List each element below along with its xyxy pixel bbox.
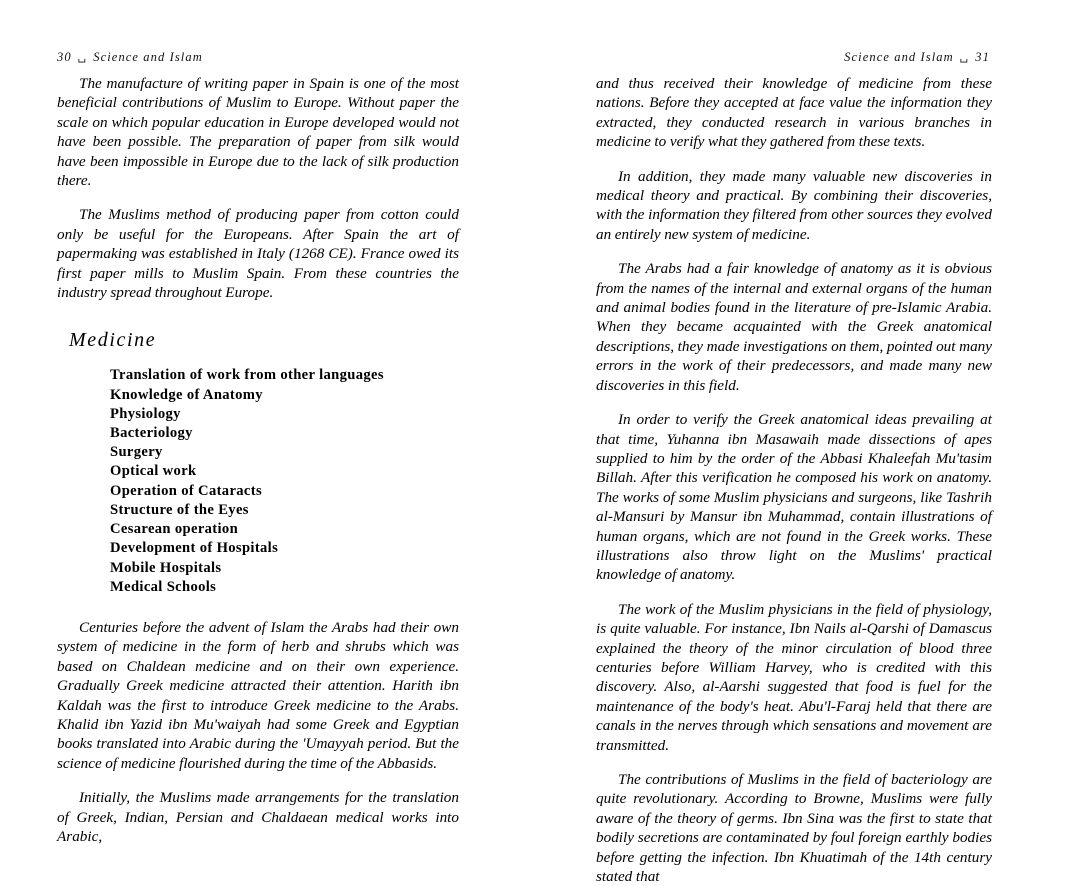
paragraph: The Muslims method of producing paper from cotton could only be useful for the Europeans. After Spain the art of papermaking was established in Italy (1268 CE). France owed its first paper mills to Muslim Spain. From these countries the industry spread throughout Europe. (57, 206, 459, 302)
paragraph: In order to verify the Greek anatomical ideas prevailing at that time, Yuhanna ibn Masawaih made dissections of apes supplied to him by the order of the Abbasi Khaleefah Mu'tasim Billah. After this verification he composed his work on anatomy. The works of some Muslim physicians and surgeons, like Tashrih al-Mansuri by Mansur ibn Muhammad, contain illustrations of human organs, which are not found in the Greek works. These illustrations also throw light on the Muslims' practical knowledge of anatomy. (596, 411, 992, 584)
section-heading-medicine: Medicine (69, 329, 157, 352)
list-item: Optical work (110, 463, 197, 480)
left-column (57, 74, 459, 846)
paragraph: In addition, they made many valuable new discoveries in medical theory and practical. By combining their discoveries, with the information they filtered from other sources they evolved an entirely new system of medicine. (596, 167, 992, 243)
running-head-left (57, 50, 203, 65)
list-item: Operation of Cataracts (110, 482, 262, 499)
header-separator-glyph-left: ␣ (77, 51, 88, 63)
paragraph: Centuries before the advent of Islam the Arabs had their own system of medicine in the form of herb and shrubs which was based on Chaldean medicine and on their own experience. Gradually Greek medicine attracted their attention. Harith ibn Kaldah was the first to introduce Greek medicine to the Arabs. Khalid ibn Yazid ibn Mu'waiyah had some Greek and Egyptian books translated into Arabic during the 'Umayyah period. But the science of medicine flourished during the time of the Abbasids. (57, 618, 459, 772)
book-title-right: Science and Islam (844, 50, 954, 64)
running-head-right (844, 50, 990, 65)
page-number-left: 30 (57, 50, 72, 64)
list-item: Knowledge of Anatomy (110, 386, 263, 403)
list-item: Surgery (110, 444, 163, 461)
page-number-right: 31 (975, 50, 990, 64)
paragraph: The work of the Muslim physicians in the field of physiology, is quite valuable. For instance, Ibn Nails al-Qarshi of Damascus explained the theory of the minor circulation of blood three centuries before William Harvey, who is credited with this discovery. Also, al-Aarshi suggested that food is fuel for the maintenance of the body's heat. Abu'l-Faraj held that there are canals in the nerves through which sensations and movement are transmitted. (596, 600, 992, 754)
list-item: Physiology (110, 405, 181, 422)
list-item: Structure of the Eyes (110, 501, 249, 518)
medicine-topic-list (57, 366, 459, 596)
list-item: Medical Schools (110, 578, 217, 595)
paragraph: Initially, the Muslims made arrangements for the translation of Greek, Indian, Persian and Chaldaean medical works into Arabic, (57, 789, 459, 845)
list-item: Mobile Hospitals (110, 559, 222, 576)
right-column (596, 74, 992, 886)
list-item: Translation of work from other languages (110, 367, 384, 384)
list-item: Bacteriology (110, 425, 193, 442)
paragraph: The manufacture of writing paper in Spain is one of the most beneficial contributions of Muslim to Europe. Without paper the scale on which popular education in Europe developed would not have been possible. The preparation of paper from silk would have been impossible in Europe due to the lack of silk production there. (57, 75, 459, 190)
paragraph: The Arabs had a fair knowledge of anatomy as it is obvious from the names of the internal and external organs of the human and animal bodies found in the literature of pre-Islamic Arabia. When they became acquainted with the Greek anatomical descriptions, they made investigations on them, pointed out many errors in the work of their predecessors, and made many new discoveries in this field. (596, 260, 992, 394)
list-item: Development of Hospitals (110, 540, 279, 557)
header-separator-glyph-right: ␣ (959, 51, 970, 63)
book-title-left: Science and Islam (93, 50, 203, 64)
paragraph: The contributions of Muslims in the field of bacteriology are quite revolutionary. According to Browne, Muslims were fully aware of the theory of germs. Ibn Sina was the first to state that bodily secretions are contaminated by foul foreign earthly bodies before getting the infection. Ibn Khuatimah of the 14th century stated that (596, 771, 992, 886)
list-item: Cesarean operation (110, 521, 239, 538)
paragraph: and thus received their knowledge of medicine from these nations. Before they accepted at face value the information they extracted, they conducted research in various branches in medicine to verify what they gathered from these texts. (596, 75, 992, 151)
